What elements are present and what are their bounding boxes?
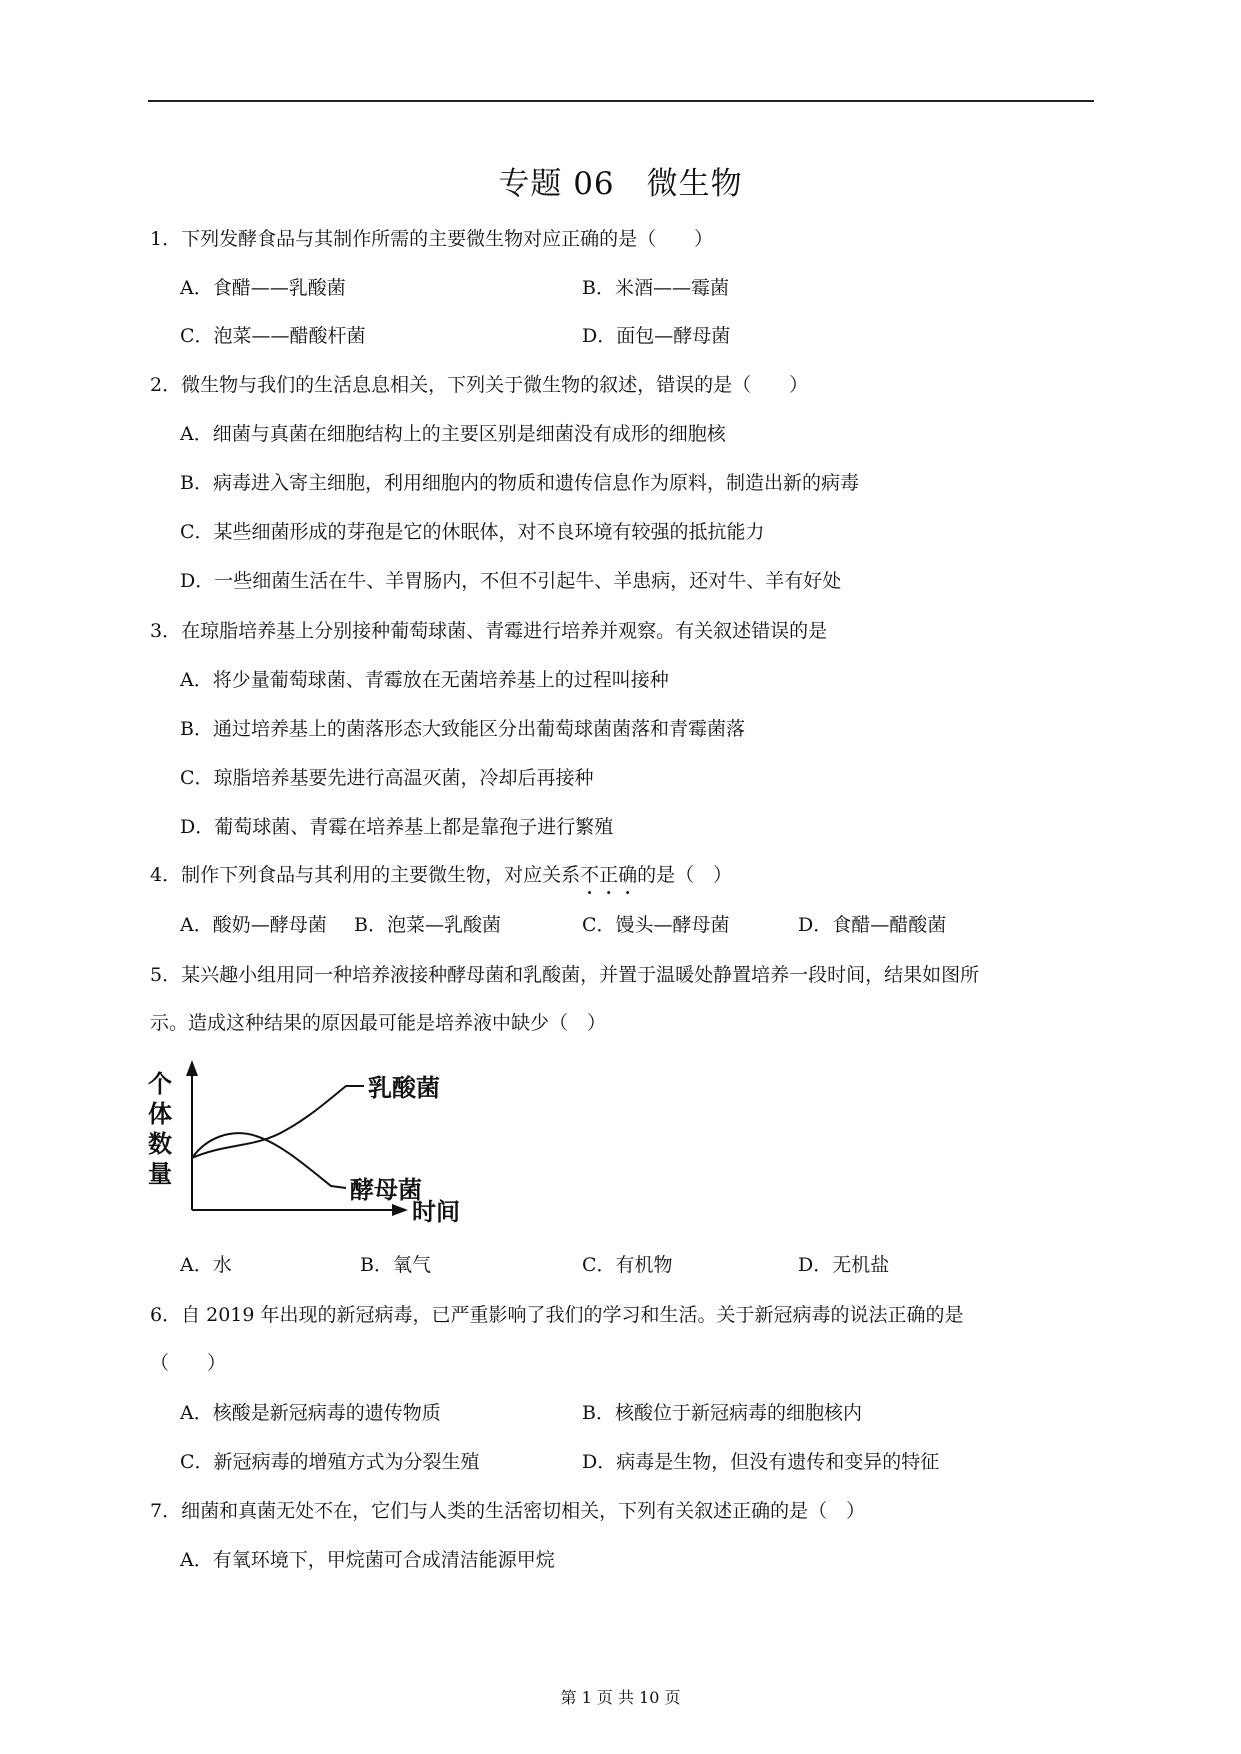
- q6-option-b: B．核酸位于新冠病毒的细胞核内: [582, 1402, 862, 1424]
- page-title: 专题 06 微生物: [498, 166, 743, 202]
- page-footer: 第 1 页 共 10 页: [560, 1688, 681, 1707]
- q7-option-a: A．有氧环境下，甲烷菌可合成清洁能源甲烷: [180, 1549, 555, 1571]
- q4-option-b: B．泡菜—乳酸菌: [354, 914, 501, 936]
- q2-option-b: B．病毒进入寄主细胞，利用细胞内的物质和遗传信息作为原料，制造出新的病毒: [180, 472, 859, 494]
- q2-option-d: D．一些细菌生活在牛、羊胃肠内，不但不引起牛、羊患病，还对牛、羊有好处: [180, 570, 842, 592]
- growth-chart: [146, 1058, 486, 1228]
- emphasis-char: 不: [580, 864, 600, 886]
- question-6-stem-line1: 6．自 2019 年出现的新冠病毒，已严重影响了我们的学习和生活。关于新冠病毒的说法正确的是: [150, 1304, 964, 1326]
- question-6-stem-line2: （ ）: [150, 1352, 227, 1374]
- q3-option-a: A．将少量葡萄球菌、青霉放在无菌培养基上的过程叫接种: [180, 669, 669, 691]
- series-label-lactobacillus: 乳酸菌: [368, 1074, 440, 1102]
- q1-option-a: A．食醋——乳酸菌: [180, 277, 346, 299]
- q6-option-a: A．核酸是新冠病毒的遗传物质: [180, 1402, 441, 1424]
- y-axis-label-char-3: 数: [148, 1130, 172, 1158]
- series-label-yeast: 酵母菌: [350, 1176, 422, 1204]
- y-axis-label-char-4: 量: [148, 1160, 172, 1188]
- x-axis-arrow: [392, 1204, 408, 1216]
- q1-option-d: D．面包—酵母菌: [582, 325, 731, 347]
- question-3-stem: 3．在琼脂培养基上分别接种葡萄球菌、青霉进行培养并观察。有关叙述错误的是: [150, 620, 828, 642]
- q4-option-c: C．馒头—酵母菌: [582, 914, 730, 936]
- q4-option-a: A．酸奶—酵母菌: [180, 914, 327, 936]
- q5-option-c: C．有机物: [582, 1254, 673, 1276]
- q2-option-a: A．细菌与真菌在细胞结构上的主要区别是细菌没有成形的细胞核: [180, 423, 726, 445]
- header-rule: [148, 100, 1094, 102]
- y-axis-label-char-2: 体: [148, 1100, 172, 1128]
- q3-option-c: C．琼脂培养基要先进行高温灭菌，冷却后再接种: [180, 767, 594, 789]
- q1-option-b: B．米酒——霉菌: [582, 277, 729, 299]
- emphasis-char: 确: [618, 864, 638, 886]
- y-axis-arrow: [186, 1060, 198, 1076]
- q3-option-b: B．通过培养基上的菌落形态大致能区分出葡萄球菌菌落和青霉菌落: [180, 718, 745, 740]
- question-1-stem: 1．下列发酵食品与其制作所需的主要微生物对应正确的是（ ）: [150, 228, 714, 250]
- question-5-stem-line2: 示。造成这种结果的原因最可能是培养液中缺少（ ）: [150, 1012, 607, 1034]
- q5-option-b: B．氧气: [360, 1254, 431, 1276]
- question-5-stem-line1: 5．某兴趣小组用同一种培养液接种酵母菌和乳酸菌，并置于温暖处静置培养一段时间，结果如图所: [150, 964, 980, 986]
- q2-option-c: C．某些细菌形成的芽孢是它的休眠体，对不良环境有较强的抵抗能力: [180, 521, 765, 543]
- question-4-stem: 4．制作下列食品与其利用的主要微生物，对应关系不正确的是（ ）: [150, 864, 733, 886]
- q4-option-d: D．食醋—醋酸菌: [798, 914, 947, 936]
- q5-option-d: D．无机盐: [798, 1254, 890, 1276]
- series-line-yeast: [192, 1133, 346, 1188]
- q1-option-c: C．泡菜——醋酸杆菌: [180, 325, 366, 347]
- question-2-stem: 2．微生物与我们的生活息息相关，下列关于微生物的叙述，错误的是（ ）: [150, 374, 809, 396]
- emphasis-char: 正: [599, 864, 619, 886]
- q3-option-d: D．葡萄球菌、青霉在培养基上都是靠孢子进行繁殖: [180, 816, 614, 838]
- question-7-stem: 7．细菌和真菌无处不在，它们与人类的生活密切相关，下列有关叙述正确的是（ ）: [150, 1500, 866, 1522]
- y-axis-label-char-1: 个: [148, 1070, 172, 1098]
- q5-option-a: A．水: [180, 1254, 232, 1276]
- q6-option-d: D．病毒是生物，但没有遗传和变异的特征: [582, 1451, 940, 1473]
- x-axis-label: 时间: [412, 1198, 460, 1226]
- q6-option-c: C．新冠病毒的增殖方式为分裂生殖: [180, 1451, 480, 1473]
